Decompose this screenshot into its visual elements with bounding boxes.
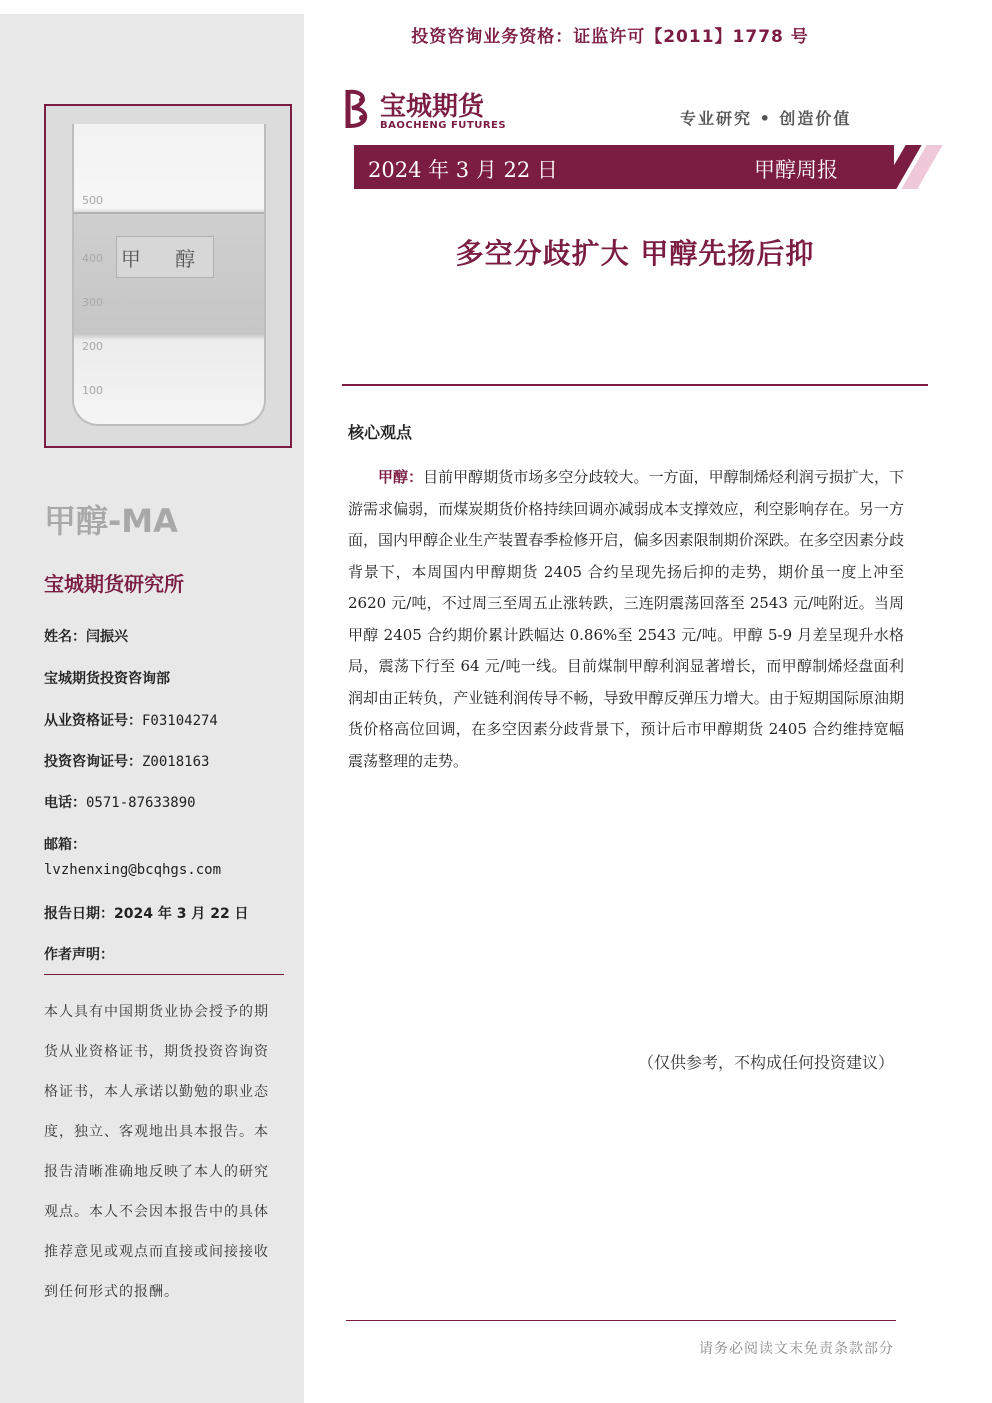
report-date-label: 报告日期： [44, 906, 114, 922]
report-date-line [44, 903, 249, 923]
advisory-cert-label: 投资咨询证号： [44, 754, 142, 770]
author-label: 姓名： [44, 629, 86, 645]
qual-cert-line [44, 710, 218, 730]
report-date: 2024 年 3 月 22 日 [368, 158, 558, 182]
statement-title: 作者声明： [44, 947, 114, 963]
logo-emblem-icon [342, 86, 372, 132]
author-statement: 本人具有中国期货业协会授予的期货从业资格证书，期货投资咨询资格证书，本人承诺以勤勉的职业态度，独立、客观地出具本报告。本报告清晰准确地反映了本人的研究观点。本人不会因本报告中的具体推荐意见或观点而直接或间接接收到任何形式的报酬。 [44, 1004, 269, 1300]
institute-name: 宝城期货研究所 [44, 572, 184, 596]
title-band [354, 145, 894, 189]
beaker-mark: 500 [82, 194, 103, 207]
report-type: 甲醇周报 [754, 158, 838, 182]
core-view-paragraph [348, 462, 904, 777]
paragraph-lead: 甲醇： [378, 468, 424, 486]
footer-divider [346, 1320, 896, 1321]
sidebar-divider [44, 974, 284, 975]
beaker-mark: 200 [82, 340, 103, 353]
slogan: 专业研究 • 创造价值 [680, 109, 852, 128]
beaker-mark: 400 [82, 252, 103, 265]
author-line [44, 626, 128, 646]
beaker-label: 甲 醇 [116, 236, 214, 278]
liquid-surface [74, 212, 264, 214]
qual-cert-value: F03104274 [142, 713, 218, 729]
email-line [44, 862, 221, 878]
footer-note: 请务必阅读文末免责条款部分 [699, 1341, 894, 1357]
phone-line [44, 792, 196, 812]
department: 宝城期货投资咨询部 [44, 671, 170, 687]
paragraph-body: 目前甲醇期货市场多空分歧较大。一方面，甲醇制烯烃利润亏损扩大，下游需求偏弱，而煤炭期货价格持续回调亦减弱成本支撑效应，利空影响存在。另一方面，国内甲醇企业生产装置春季检修开启，偏多因素限制期价深跌。在多空因素分歧背景下，本周国内甲醇期货 2405 合约呈现先扬后抑的走势，期价虽一度上冲至 2620 元/吨，不过周三至周五止涨转跌，三连阴震荡回落至 2543 元/吨附近。当周甲醇 2405 合约期价累计跌幅达 0.86%至 2543 元/吨。甲醇 5-9 月差呈现升水格局，震荡下行至 64 元/吨一线。目前煤制甲醇利润显著增长，而甲醇制烯烃盘面利润却由正转负，产业链利润传导不畅，导致甲醇反弹压力增大。由于短期国际原油期货价格高位回调，在多空因素分歧背景下，预计后市甲醇期货 2405 合约维持宽幅震荡整理的走势。 [348, 468, 904, 770]
license-note: 投资咨询业务资格：证监许可【2011】1778 号 [411, 27, 809, 47]
email-value[interactable]: lvzhenxing@bcqhgs.com [44, 862, 222, 878]
phone-value: 0571-87633890 [86, 795, 196, 811]
investment-disclaimer: （仅供参考，不构成任何投资建议） [637, 1053, 894, 1072]
advisory-cert-line [44, 751, 209, 771]
product-code: 甲醇-MA [44, 502, 178, 540]
advisory-cert-value: Z0018163 [142, 754, 210, 770]
author-value: 闫振兴 [86, 629, 128, 645]
phone-label: 电话： [44, 795, 86, 811]
beaker-mark: 100 [82, 384, 103, 397]
product-photo [44, 104, 292, 448]
logo-name: 宝城期货 [380, 92, 485, 122]
qual-cert-label: 从业资格证号： [44, 713, 142, 729]
beaker-mark: 300 [82, 296, 103, 309]
logo-english: BAOCHENG FUTURES [380, 120, 507, 131]
report-date-value: 2024 年 3 月 22 日 [114, 906, 249, 922]
report-title: 多空分歧扩大 甲醇先扬后抑 [455, 237, 815, 270]
email-label: 邮箱： [44, 837, 86, 853]
title-divider [342, 384, 928, 386]
section-heading: 核心观点 [348, 423, 413, 442]
